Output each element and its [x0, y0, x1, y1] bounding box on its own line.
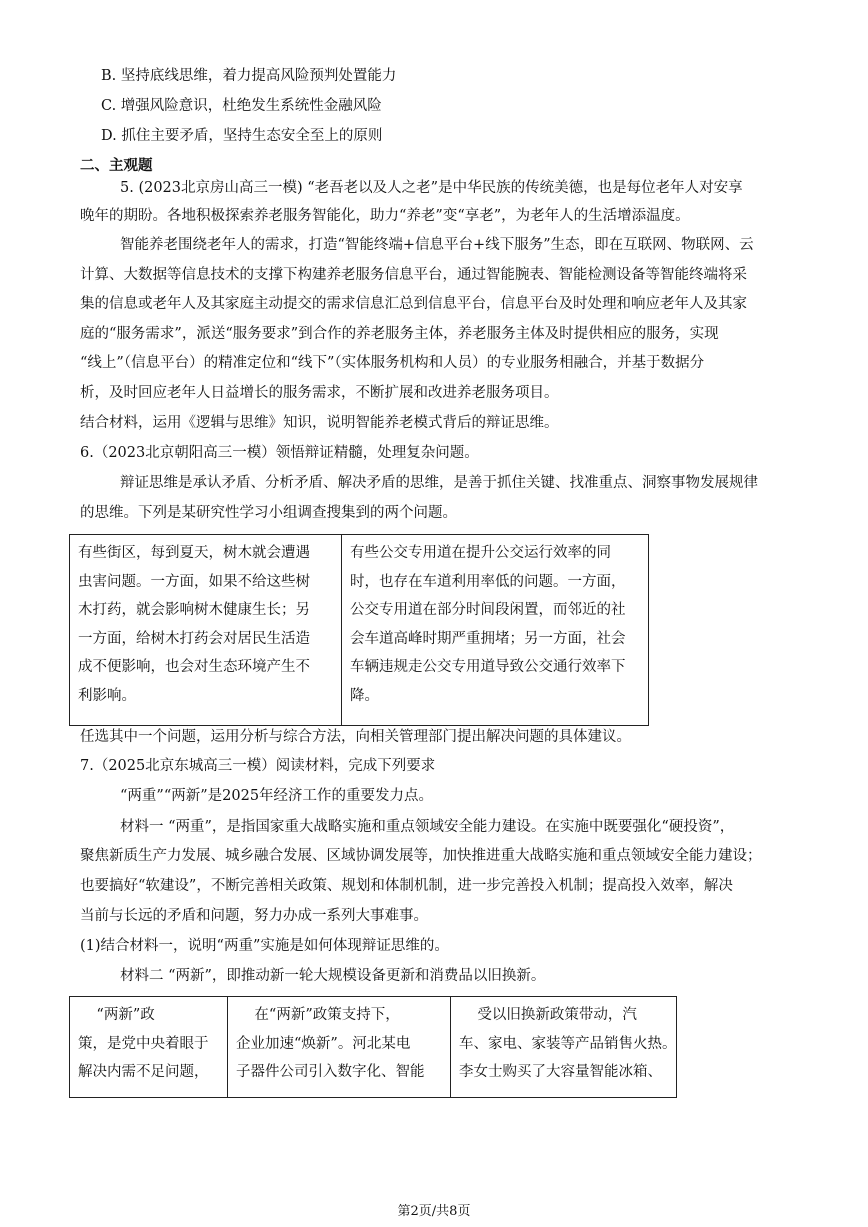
- cell-line: 子器件公司引入数字化、智能: [236, 1064, 425, 1081]
- q7-line: 当前与长远的矛盾和问题，努力办成一系列大事难事。: [80, 908, 428, 924]
- cell-line: 降。: [350, 687, 379, 704]
- cell-line: 有些街区，每到夏天，树木就会遭遇: [78, 545, 310, 561]
- cell-line: 李女士购买了大容量智能冰箱、: [459, 1064, 662, 1081]
- q6-table: [69, 534, 649, 726]
- cell-line: 利影响。: [78, 687, 136, 704]
- cell-line: 时，也存在车道利用率低的问题。一方面，: [350, 573, 626, 590]
- cell-line: 解决内需不足问题，: [78, 1064, 209, 1081]
- cell-line: “两新”政: [78, 1007, 155, 1023]
- q7-heading: 7.（2025北京东城高三一模）阅读材料，完成下列要求: [80, 758, 436, 774]
- cell-line: 成不便影响，也会对生态环境产生不: [78, 659, 310, 676]
- q5-line: 析，及时回应老年人日益增长的服务需求，不断扩展和改进养老服务项目。: [80, 385, 559, 401]
- cell-line: 策，是党中央着眼于: [78, 1035, 209, 1052]
- q5-line: 集的信息或老年人及其家庭主动提交的需求信息汇总到信息平台，信息平台及时处理和响应老年人及其家: [80, 296, 747, 312]
- q7-line: 材料一 “两重”，是指国家重大战略实施和重点领域安全能力建设。在实施中既要强化“硬投资”，: [120, 819, 735, 835]
- cell-line: 虫害问题。一方面，如果不给这些树: [78, 573, 310, 590]
- q5-line: 庭的“服务需求”，派送“服务要求”到合作的养老服务主体，养老服务主体及时提供相应的服务，实现: [80, 326, 719, 342]
- q5-line: 5. (2023北京房山高三一模) “老吾老以及人之老”是中华民族的传统美德，也是每位老年人对安享: [120, 180, 743, 196]
- page-number: 第2页/共8页: [397, 1204, 471, 1219]
- cell-line: 有些公交专用道在提升公交运行效率的同: [350, 545, 611, 561]
- cell-line: 一方面，给树木打药会对居民生活造: [78, 630, 310, 647]
- q7-line: 也要搞好“软建设”，不断完善相关政策、规划和体制机制，进一步完善投入机制；提高投入效率，解决: [80, 878, 733, 894]
- q6-table-cell-right: [342, 535, 649, 726]
- q6-heading: 6.（2023北京朝阳高三一模）领悟辩证精髓，处理复杂问题。: [80, 445, 479, 461]
- q6-line: 辩证思维是承认矛盾、分析矛盾、解决矛盾的思维，是善于抓住关键、找准重点、洞察事物发展规律: [120, 475, 758, 491]
- q7-subquestion: (1)结合材料一，说明“两重”实施是如何体现辩证思维的。: [80, 938, 449, 954]
- q5-question: 结合材料，运用《逻辑与思维》知识，说明智能养老模式背后的辩证思维。: [80, 415, 559, 431]
- q7-table-cell-3: [451, 997, 677, 1098]
- section-title: 二、主观题: [80, 158, 153, 174]
- cell-line: 公交专用道在部分时间段闲置，而邻近的社: [350, 602, 626, 619]
- cell-line: 木打药，就会影响树木健康生长；另: [78, 602, 310, 619]
- option-d: D. 抓住主要矛盾，坚持生态安全至上的原则: [101, 128, 383, 144]
- cell-line: 企业加速“焕新”。河北某电: [236, 1035, 411, 1052]
- cell-line: 车、家电、家装等产品销售火热。: [459, 1035, 677, 1052]
- q7-line: 材料二 “两新”，即推动新一轮大规模设备更新和消费品以旧换新。: [120, 968, 546, 984]
- q7-line: “两重”“两新”是2025年经济工作的重要发力点。: [120, 788, 434, 804]
- q6-line: 的思维。下列是某研究性学习小组调查搜集到的两个问题。: [80, 505, 457, 521]
- q7-table-cell-1: [70, 997, 228, 1098]
- q5-line: 智能养老围绕老年人的需求，打造“智能终端+信息平台+线下服务”生态，即在互联网、物联网、云: [120, 237, 754, 253]
- option-b: B. 坚持底线思维，着力提高风险预判处置能力: [101, 68, 397, 84]
- cell-line: 在“两新”政策支持下，: [236, 1007, 400, 1023]
- q6-question: 任选其中一个问题，运用分析与综合方法，向相关管理部门提出解决问题的具体建议。: [80, 729, 631, 745]
- cell-line: 车辆违规走公交专用道导致公交通行效率下: [350, 659, 626, 676]
- q5-line: 计算、大数据等信息技术的支撑下构建养老服务信息平台，通过智能腕表、智能检测设备等智能终端将采: [80, 267, 747, 283]
- q6-table-cell-left: [70, 535, 342, 726]
- q5-line: “线上”（信息平台）的精准定位和“线下”（实体服务机构和人员）的专业服务相融合，并基于数据分: [80, 355, 705, 371]
- option-c: C. 增强风险意识，杜绝发生系统性金融风险: [101, 98, 382, 114]
- q7-line: 聚焦新质生产力发展、城乡融合发展、区域协调发展等，加快推进重大战略实施和重点领域安全能力建设；: [80, 848, 762, 864]
- cell-line: 会车道高峰时期严重拥堵；另一方面，社会: [350, 630, 626, 647]
- q7-table: [69, 996, 677, 1098]
- cell-line: 受以旧换新政策带动，汽: [459, 1007, 637, 1023]
- q5-line: 晚年的期盼。各地积极探索养老服务智能化，助力“养老”变“享老”，为老年人的生活增添温度。: [80, 208, 690, 224]
- q7-table-cell-2: [228, 997, 451, 1098]
